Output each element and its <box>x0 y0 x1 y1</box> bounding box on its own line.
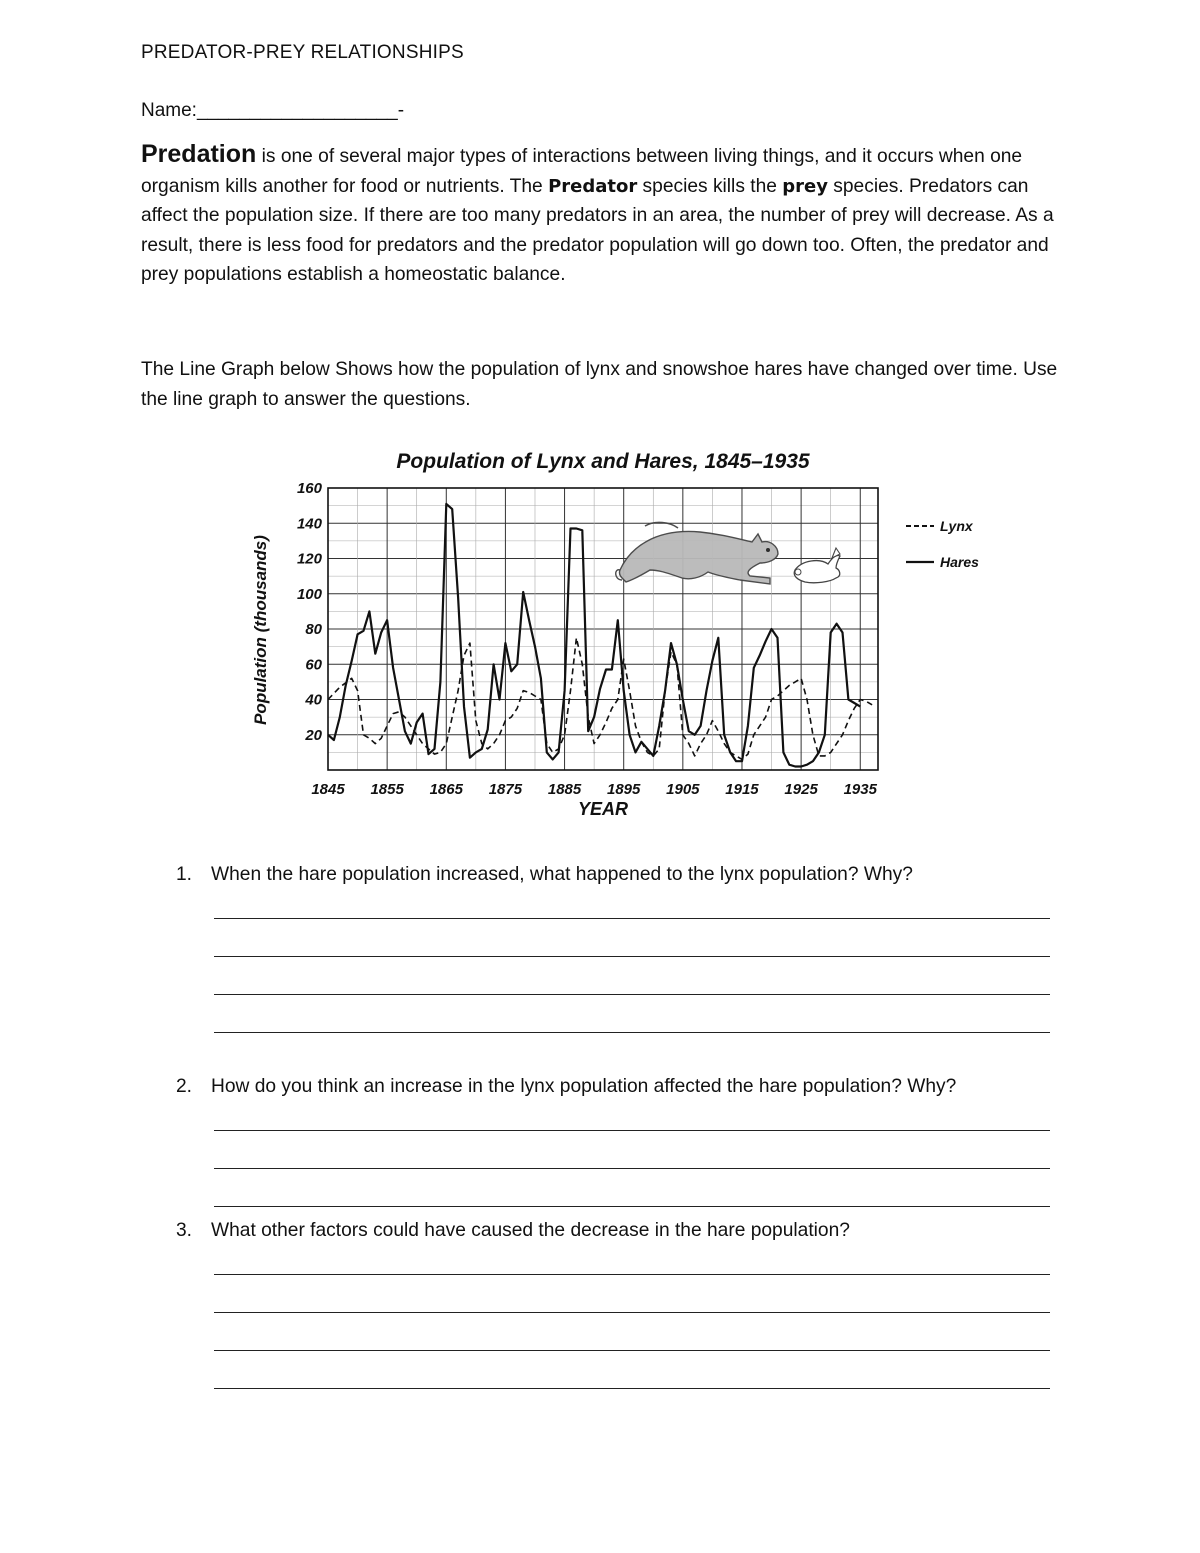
intro-paragraph <box>141 140 1071 290</box>
x-tick-label: 1875 <box>488 781 523 798</box>
y-tick-label: 100 <box>296 585 322 603</box>
lynx-illustration <box>616 522 778 584</box>
name-field[interactable]: Name:___________________- <box>141 100 405 121</box>
x-tick-label: 1915 <box>725 781 759 798</box>
question-number: 2. <box>176 1076 193 1097</box>
answer-line[interactable] <box>214 1388 1050 1389</box>
predation-term: Predation <box>141 140 257 168</box>
y-axis-ticks <box>297 480 323 744</box>
lynx-hare-chart <box>230 430 1020 830</box>
chart-svg <box>230 430 1020 830</box>
x-tick-label: 1895 <box>607 781 641 798</box>
answer-line[interactable] <box>214 1274 1050 1275</box>
question-text: What other factors could have caused the decrease in the hare population? <box>211 1220 850 1241</box>
prey-word: prey <box>782 175 828 197</box>
y-tick-label: 80 <box>305 621 322 638</box>
answer-line[interactable] <box>214 1312 1050 1313</box>
intro-text-3: species. Predators can affect the population size. If there are too many predators in an area, the number of prey will decrease. As a result, there is less food for predators and the predator population will go down too. Often, the predator and prey populations establish a homeostatic balance. <box>141 175 1054 285</box>
answer-line[interactable] <box>214 1206 1050 1207</box>
question-number: 3. <box>176 1220 193 1241</box>
graph-instructions: The Line Graph below Shows how the population of lynx and snowshoe hares have changed over time. Use the line graph to answer the questions. <box>141 359 1058 410</box>
x-axis-label: YEAR <box>577 799 629 819</box>
answer-line[interactable] <box>214 1168 1050 1169</box>
question-number: 1. <box>176 864 193 885</box>
x-tick-label: 1885 <box>547 781 582 798</box>
y-tick-label: 60 <box>305 656 322 674</box>
legend-hares-label: Hares <box>940 554 979 570</box>
question-text: When the hare population increased, what happened to the lynx population? Why? <box>211 864 913 885</box>
answer-line[interactable] <box>214 918 1050 919</box>
chart-title: Population of Lynx and Hares, 1845–1935 <box>396 450 810 473</box>
y-axis-label: Population (thousands) <box>251 535 270 725</box>
y-tick-label: 40 <box>305 691 322 709</box>
y-tick-label: 20 <box>305 726 322 744</box>
x-axis-ticks <box>311 781 877 798</box>
x-tick-label: 1865 <box>429 781 463 798</box>
x-tick-label: 1905 <box>666 781 700 798</box>
answer-line[interactable] <box>214 1032 1050 1033</box>
y-tick-label: 160 <box>296 480 322 497</box>
answer-line[interactable] <box>214 994 1050 995</box>
y-tick-label: 120 <box>296 550 322 568</box>
x-tick-label: 1935 <box>843 781 877 798</box>
legend-lynx-label: Lynx <box>940 518 973 534</box>
x-tick-label: 1845 <box>311 781 345 798</box>
x-tick-label: 1925 <box>784 781 818 798</box>
predator-word: Predator <box>548 175 638 197</box>
question-text: How do you think an increase in the lynx population affected the hare population? Why? <box>211 1076 957 1097</box>
answer-line[interactable] <box>214 1350 1050 1351</box>
answer-line[interactable] <box>214 1130 1050 1131</box>
page-title: PREDATOR-PREY RELATIONSHIPS <box>141 42 464 63</box>
y-tick-label: 140 <box>296 515 322 533</box>
x-tick-label: 1855 <box>370 781 404 798</box>
chart-series <box>328 504 872 767</box>
intro-text-1: is one of several major types of interactions between living things, and it occurs when one organism kills another for food or nutrients. The <box>141 146 1023 197</box>
intro-text-2: species kills the <box>637 175 783 197</box>
answer-line[interactable] <box>214 956 1050 957</box>
